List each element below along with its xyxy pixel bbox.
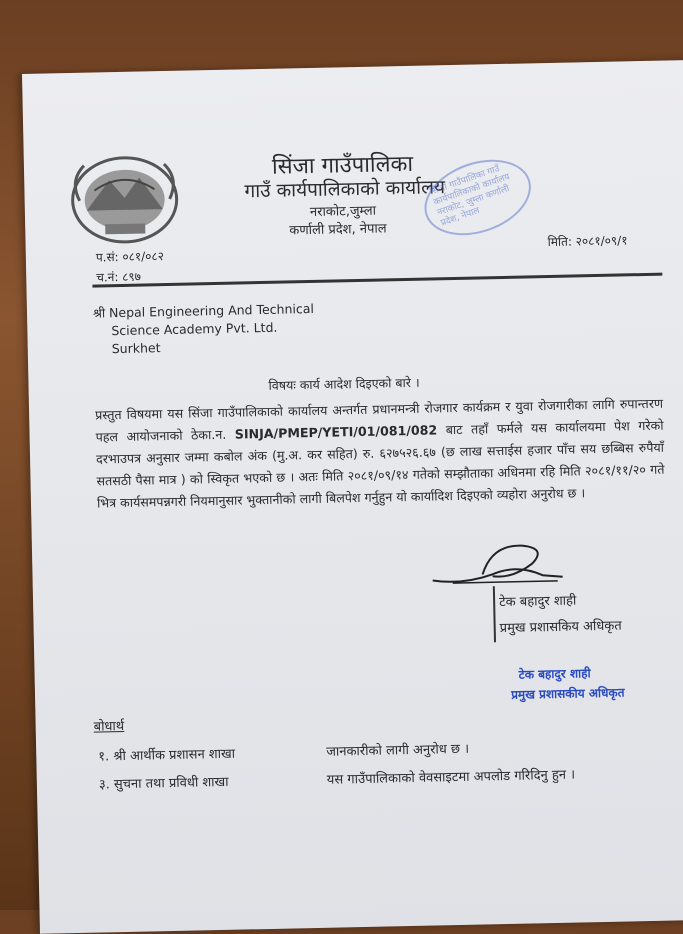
address-line2: कर्णाली प्रदेश, नेपाल xyxy=(289,221,387,239)
body-text-part2: बाट तहाँ फर्मले यस कार्यालयमा पेश गरेको दरभाउपत्र अनुसार जम्मा कबोल अंक (मु.अ. कर सहित) रु. ६२७५२६.६७ (छ लाख सत्ताईस हजार पाँच सय छब्बिस रुपैयाँ सतसठी पैसा मात्र ) को स्विकृत भएको छ । अतः मिति २०८१/०९/१४ गतेको सम्झौताका अधिनमा रहि मिति २०८१/११/२० गते भित्र कार्यसमपन्नगरी नियमानुसार भुक्तानीको लागी बिलपेश गर्नुहुन यो कार्यादिश दिइएको व्यहोरा अनुरोध छ । xyxy=(95,417,665,511)
office-name: गाउँ कार्यपालिकाको कार्यालय xyxy=(244,176,446,203)
dispatch-number: च.नं: ८९७ xyxy=(96,269,142,285)
stamp-signatory-name: टेक बहादुर शाही xyxy=(518,666,591,682)
signature-icon xyxy=(422,533,573,596)
reference-number: प.सं: ०८१/०८२ xyxy=(95,249,165,265)
address-line1: नराकोट,जुम्ला xyxy=(309,203,377,220)
cc-note: जानकारीको लागी अनुरोध छ । xyxy=(326,741,470,760)
letter-body xyxy=(95,393,665,515)
org-name: सिंजा गाउँपालिका xyxy=(271,151,414,180)
nepal-emblem-icon xyxy=(64,149,186,251)
letter-page xyxy=(22,60,683,934)
signature-bar xyxy=(493,586,496,642)
header-divider xyxy=(92,273,662,288)
stamp-signatory-title: प्रमुख प्रशासकीय अधिकृत xyxy=(510,685,625,702)
contract-number: SINJA/PMEP/YETI/01/081/082 xyxy=(234,422,438,442)
addressee-line2: Science Academy Pvt. Ltd. xyxy=(111,319,278,339)
cc-recipient: १. श्री आर्थीक प्रशासन शाखा xyxy=(98,746,236,765)
addressee-line1: श्री Nepal Engineering And Technical xyxy=(92,300,315,321)
subject-line: विषयः कार्य आदेश दिइएको बारे । xyxy=(268,374,420,393)
signatory-name: टेक बहादुर शाही xyxy=(499,593,577,611)
office-stamp xyxy=(414,146,541,248)
cc-note: यस गाउँपालिकाको वेवसाइटमा अपलोड गरिदिनु हुन । xyxy=(326,767,576,788)
body-text-part1: प्रस्तुत विषयमा यस सिंजा गाउँपालिकाको कार्यालय अन्तर्गत प्रधानमन्त्री रोजगार कार्यक्रम र युवा रोजगारीका लागि रुपान्तरण पहल आयोजनाको ठेका.न. xyxy=(95,395,664,445)
signatory-title: प्रमुख प्रशासकिय अधिकृत xyxy=(499,618,622,637)
addressee-line3: Surkhet xyxy=(111,340,161,357)
cc-recipient: ३. सुचना तथा प्रविधी शाखा xyxy=(98,774,229,793)
letter-date: मिति: २०८१/०९/१ xyxy=(547,233,628,250)
cc-heading: बोधार्थ xyxy=(93,719,125,735)
stamp-text: सिंजा गाउँपालिका गाउँ कार्यपालिकाको कार्यालय नराकोट, जुम्ला कर्णाली प्रदेश, नेपाल xyxy=(428,164,512,229)
